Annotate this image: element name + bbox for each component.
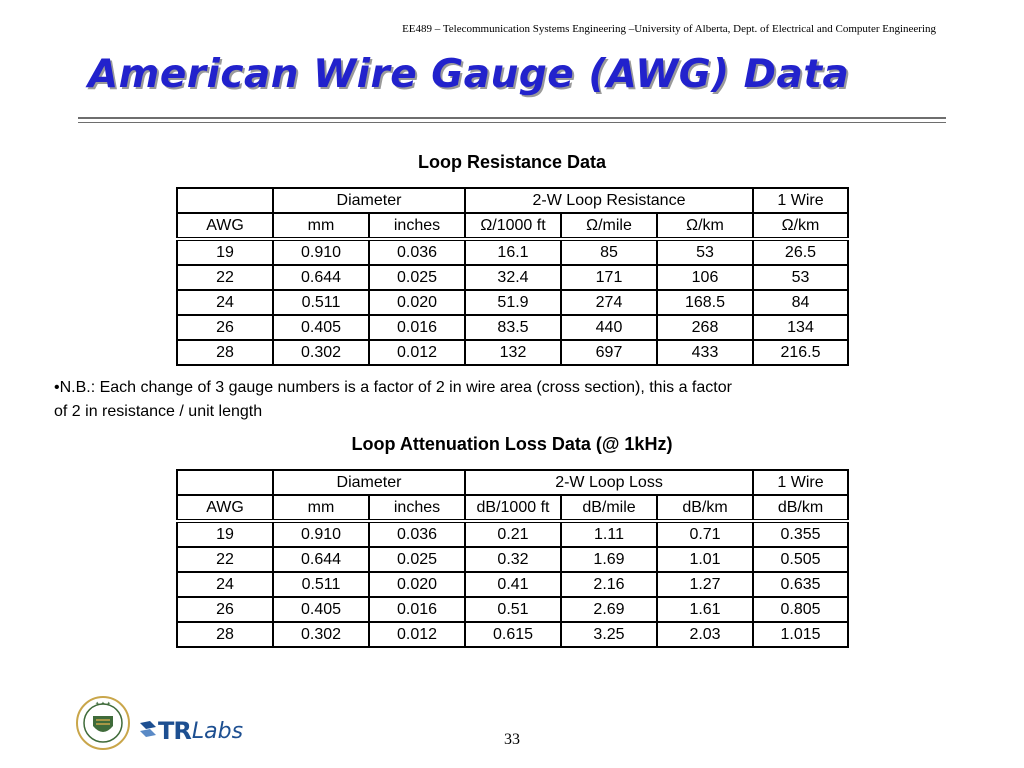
table-cell: 1.69 [561, 547, 657, 572]
group-header-loop-loss: 2-W Loop Loss [465, 470, 753, 495]
column-header: dB/km [753, 495, 848, 521]
column-header: mm [273, 495, 369, 521]
table-cell: 0.644 [273, 265, 369, 290]
group-header-one-wire: 1 Wire [753, 470, 848, 495]
table-cell: 433 [657, 340, 753, 365]
table-cell: 440 [561, 315, 657, 340]
table-cell: 26 [177, 315, 273, 340]
table-cell: 19 [177, 239, 273, 265]
table-cell: 1.27 [657, 572, 753, 597]
table-cell: 268 [657, 315, 753, 340]
table-cell: 0.025 [369, 265, 465, 290]
table-cell: 0.615 [465, 622, 561, 647]
group-header-loop-resistance: 2-W Loop Resistance [465, 188, 753, 213]
table-cell: 0.355 [753, 521, 848, 547]
column-header: inches [369, 213, 465, 239]
table-cell: 0.21 [465, 521, 561, 547]
table-cell: 2.69 [561, 597, 657, 622]
resistance-table [176, 187, 849, 366]
table-cell: 1.61 [657, 597, 753, 622]
attenuation-group-header-row [177, 470, 848, 495]
table-row [177, 239, 848, 265]
table-cell: 274 [561, 290, 657, 315]
column-header: AWG [177, 495, 273, 521]
table-cell: 3.25 [561, 622, 657, 647]
column-header: mm [273, 213, 369, 239]
table-cell: 0.51 [465, 597, 561, 622]
table-cell: 0.020 [369, 290, 465, 315]
column-header: AWG [177, 213, 273, 239]
table-cell: 0.025 [369, 547, 465, 572]
table-cell: 22 [177, 265, 273, 290]
table-cell: 0.805 [753, 597, 848, 622]
table-cell: 0.036 [369, 239, 465, 265]
table-cell: 134 [753, 315, 848, 340]
resistance-group-header-row [177, 188, 848, 213]
table-cell: 0.016 [369, 597, 465, 622]
table-cell: 19 [177, 521, 273, 547]
table-cell: 1.11 [561, 521, 657, 547]
resistance-column-header-row [177, 213, 848, 239]
table-row [177, 597, 848, 622]
table-cell: 0.644 [273, 547, 369, 572]
table-row [177, 340, 848, 365]
table-cell: 0.405 [273, 597, 369, 622]
table-cell: 0.41 [465, 572, 561, 597]
group-header-empty [177, 188, 273, 213]
table-cell: 32.4 [465, 265, 561, 290]
table-cell: 171 [561, 265, 657, 290]
column-header: inches [369, 495, 465, 521]
table-cell: 0.302 [273, 340, 369, 365]
table-row [177, 622, 848, 647]
table-cell: 0.32 [465, 547, 561, 572]
table-cell: 51.9 [465, 290, 561, 315]
table-cell: 0.71 [657, 521, 753, 547]
resistance-table-title: Loop Resistance Data [417, 152, 607, 172]
table-cell: 0.012 [369, 622, 465, 647]
table-cell: 0.511 [273, 290, 369, 315]
table-cell: 53 [753, 265, 848, 290]
table-cell: 132 [465, 340, 561, 365]
table-cell: 26.5 [753, 239, 848, 265]
table-cell: 1.015 [753, 622, 848, 647]
note-text [54, 376, 934, 424]
table-row [177, 290, 848, 315]
table-cell: 1.01 [657, 547, 753, 572]
table-cell: 0.012 [369, 340, 465, 365]
table-cell: 83.5 [465, 315, 561, 340]
table-cell: 0.505 [753, 547, 848, 572]
attenuation-table-body [177, 521, 848, 647]
column-header: Ω/km [657, 213, 753, 239]
column-header: dB/km [657, 495, 753, 521]
table-cell: 106 [657, 265, 753, 290]
slide-title: American Wire Gauge (AWG) Data [88, 52, 850, 97]
table-cell: 0.405 [273, 315, 369, 340]
header-note: EE489 – Telecommunication Systems Engineering –University of Alberta, Dept. of Electrical and Computer Engineering [402, 23, 936, 35]
attenuation-table [176, 469, 849, 648]
title-rule [78, 117, 946, 119]
attenuation-column-header-row [177, 495, 848, 521]
table-cell: 0.036 [369, 521, 465, 547]
trlabs-labs-text: Labs [191, 718, 244, 744]
table-cell: 28 [177, 340, 273, 365]
trlabs-tr-text: TR [158, 717, 191, 745]
table-cell: 216.5 [753, 340, 848, 365]
group-header-empty [177, 470, 273, 495]
table-cell: 697 [561, 340, 657, 365]
table-cell: 0.302 [273, 622, 369, 647]
table-cell: 16.1 [465, 239, 561, 265]
table-cell: 0.016 [369, 315, 465, 340]
table-cell: 2.03 [657, 622, 753, 647]
table-row [177, 315, 848, 340]
column-header: dB/mile [561, 495, 657, 521]
table-cell: 85 [561, 239, 657, 265]
table-cell: 24 [177, 290, 273, 315]
table-cell: 0.511 [273, 572, 369, 597]
svg-text:✦ ✦ ✦: ✦ ✦ ✦ [95, 701, 111, 707]
group-header-one-wire: 1 Wire [753, 188, 848, 213]
table-cell: 0.910 [273, 521, 369, 547]
column-header: dB/1000 ft [465, 495, 561, 521]
table-cell: 0.910 [273, 239, 369, 265]
table-cell: 24 [177, 572, 273, 597]
table-cell: 26 [177, 597, 273, 622]
table-row [177, 265, 848, 290]
column-header: Ω/mile [561, 213, 657, 239]
resistance-table-body [177, 239, 848, 365]
table-cell: 0.020 [369, 572, 465, 597]
page-number: 33 [504, 731, 520, 748]
group-header-diameter: Diameter [273, 188, 465, 213]
note-line: of 2 in resistance / unit length [54, 403, 263, 420]
table-cell: 22 [177, 547, 273, 572]
table-row [177, 521, 848, 547]
table-cell: 28 [177, 622, 273, 647]
note-line: •N.B.: Each change of 3 gauge numbers is a factor of 2 in wire area (cross section), this a factor [54, 379, 732, 396]
table-cell: 2.16 [561, 572, 657, 597]
group-header-diameter: Diameter [273, 470, 465, 495]
table-cell: 0.635 [753, 572, 848, 597]
table-row [177, 572, 848, 597]
table-cell: 84 [753, 290, 848, 315]
column-header: Ω/km [753, 213, 848, 239]
column-header: Ω/1000 ft [465, 213, 561, 239]
table-row [177, 547, 848, 572]
attenuation-table-title: Loop Attenuation Loss Data (@ 1kHz) [351, 434, 673, 454]
title-rule-thin [78, 122, 946, 123]
table-cell: 168.5 [657, 290, 753, 315]
table-cell: 53 [657, 239, 753, 265]
